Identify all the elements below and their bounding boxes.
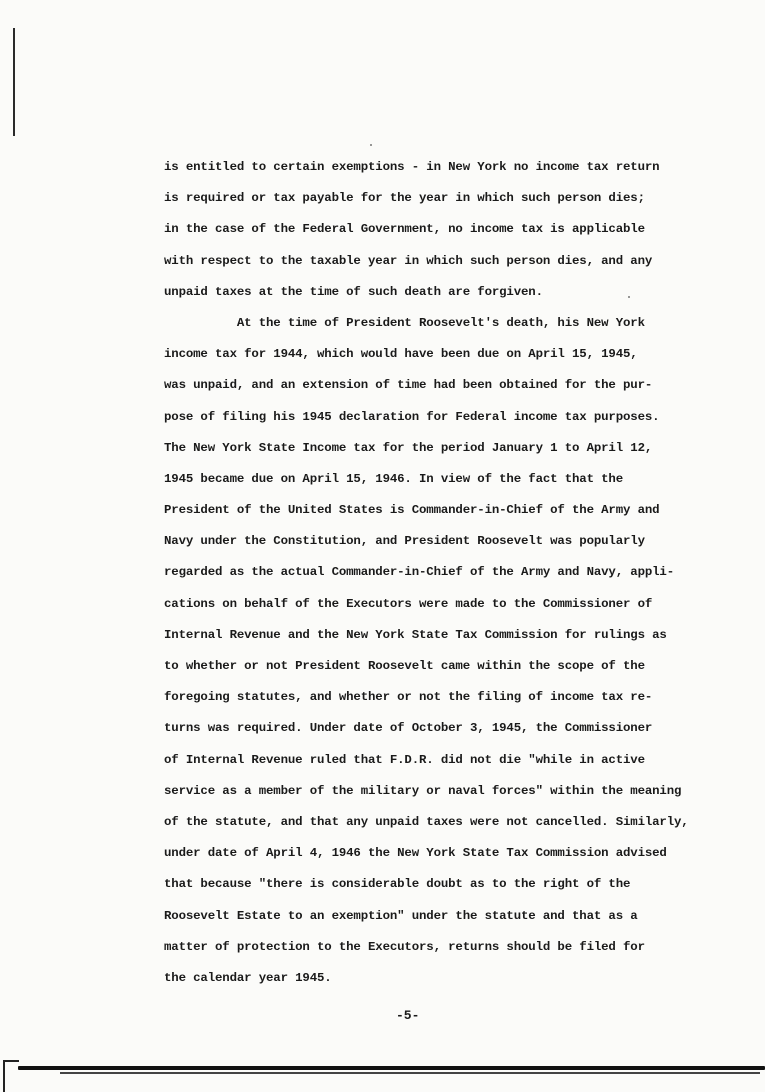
text-line: turns was required. Under date of October 3, 1945, the Commissioner [164, 721, 653, 736]
page-number: -5- [396, 1008, 420, 1023]
text-line: in the case of the Federal Government, no income tax is applicable [164, 222, 645, 237]
text-line: was unpaid, and an extension of time had been obtained for the pur- [164, 378, 653, 393]
text-line: regarded as the actual Commander-in-Chief of the Army and Navy, appli- [164, 565, 674, 580]
text-line: Roosevelt Estate to an exemption" under the statute and that as a [164, 908, 638, 923]
scan-border-bottom-thin [60, 1072, 760, 1074]
text-line: the calendar year 1945. [164, 970, 332, 985]
binding-mark [13, 28, 15, 136]
text-line: President of the United States is Commander-in-Chief of the Army and [164, 503, 660, 518]
text-line: to whether or not President Roosevelt came within the scope of the [164, 659, 645, 673]
text-line: 1945 became due on April 15, 1946. In view of the fact that the [164, 471, 623, 486]
text-line: At the time of President Roosevelt's death, his New York [164, 315, 645, 330]
text-line: with respect to the taxable year in which such person dies, and any [164, 253, 653, 268]
text-line: service as a member of the military or naval forces" within the meaning [164, 783, 682, 798]
body-text [164, 152, 744, 994]
text-line: pose of filing his 1945 declaration for Federal income tax purposes. [164, 409, 660, 424]
text-line: under date of April 4, 1946 the New York State Tax Commission advised [164, 846, 667, 861]
scan-border-corner [3, 1060, 19, 1092]
text-line: of Internal Revenue ruled that F.D.R. did not die "while in active [164, 752, 645, 767]
text-line: unpaid taxes at the time of such death are forgiven. [164, 284, 543, 299]
text-line: that because "there is considerable doubt as to the right of the [164, 877, 631, 892]
text-line: foregoing statutes, and whether or not the filing of income tax re- [164, 690, 653, 705]
text-line: of the statute, and that any unpaid taxes were not cancelled. Similarly, [164, 814, 689, 829]
text-line: Internal Revenue and the New York State Tax Commission for rulings as [164, 627, 667, 642]
text-line: matter of protection to the Executors, returns should be filed for [164, 939, 645, 954]
text-line: Navy under the Constitution, and President Roosevelt was popularly [164, 534, 645, 549]
scan-speck [370, 144, 372, 146]
text-line: cations on behalf of the Executors were made to the Commissioner of [164, 596, 653, 611]
text-line: is entitled to certain exemptions - in New York no income tax return [164, 160, 660, 174]
text-line: is required or tax payable for the year in which such person dies; [164, 191, 645, 206]
text-line: income tax for 1944, which would have been due on April 15, 1945, [164, 347, 638, 362]
scan-border-bottom [18, 1066, 765, 1070]
text-line: The New York State Income tax for the period January 1 to April 12, [164, 440, 653, 455]
